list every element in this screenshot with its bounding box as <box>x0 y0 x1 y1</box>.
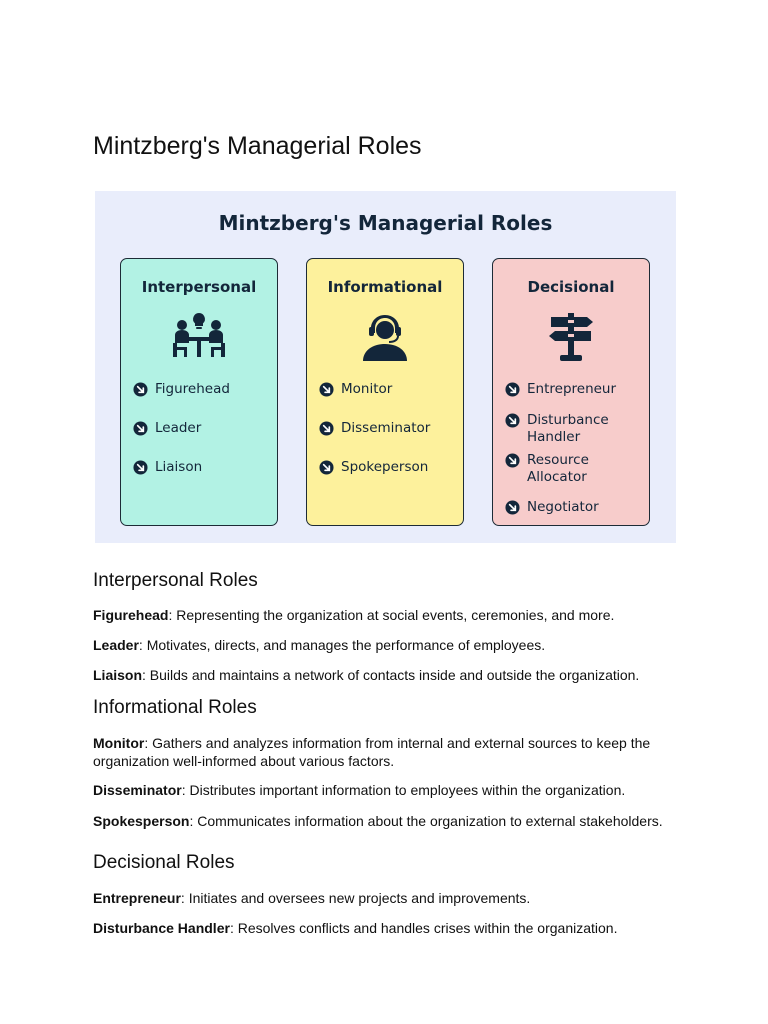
headset-person-icon <box>357 311 413 363</box>
arrow-bullet-icon <box>133 460 148 475</box>
definition-term: Leader <box>93 637 139 653</box>
arrow-bullet-icon <box>133 382 148 397</box>
infographic <box>95 191 676 543</box>
card-decisional <box>492 258 650 526</box>
definition-paragraph <box>93 919 683 937</box>
role-item <box>133 420 271 437</box>
arrow-bullet-icon <box>319 421 334 436</box>
arrow-bullet-icon <box>133 421 148 436</box>
arrow-bullet-icon <box>319 382 334 397</box>
role-label: Entrepreneur <box>527 381 617 397</box>
definition-paragraph <box>93 889 683 907</box>
role-label: Spokeperson <box>341 459 429 475</box>
role-label: Leader <box>155 420 202 436</box>
arrow-bullet-icon <box>505 453 520 468</box>
definition-term: Figurehead <box>93 607 169 623</box>
card-informational <box>306 258 464 526</box>
card-interpersonal <box>120 258 278 526</box>
definition-paragraph <box>93 666 683 684</box>
definition-paragraph <box>93 781 683 799</box>
section-heading-interpersonal: Interpersonal Roles <box>93 570 258 591</box>
role-label: Monitor <box>341 381 393 397</box>
definition-paragraph <box>93 734 683 770</box>
card-title: Decisional <box>527 278 615 296</box>
role-label: Disseminator <box>341 420 431 436</box>
section-heading-decisional: Decisional Roles <box>93 852 235 873</box>
definition-term: Spokesperson <box>93 813 190 829</box>
role-item <box>319 459 457 476</box>
section-heading-informational: Informational Roles <box>93 697 257 718</box>
definition-text: : Builds and maintains a network of contacts inside and outside the organization. <box>142 667 640 683</box>
role-item <box>505 412 619 446</box>
page-title: Mintzberg's Managerial Roles <box>93 132 422 160</box>
infographic-title: Mintzberg's Managerial Roles <box>218 211 553 235</box>
role-item <box>133 459 271 476</box>
definition-text: : Initiates and oversees new projects and improvements. <box>180 890 531 906</box>
definition-text: : Distributes important information to employees within the organization. <box>181 782 626 798</box>
definition-paragraph <box>93 636 683 654</box>
role-item <box>505 381 643 398</box>
definition-term: Entrepreneur <box>93 890 181 906</box>
definition-text: : Gathers and analyzes information from internal and external sources to keep the organization well-informed about various factors. <box>93 735 651 769</box>
signpost-icon <box>543 311 599 363</box>
role-label: Liaison <box>155 459 203 475</box>
role-label: Negotiator <box>527 499 599 515</box>
definition-term: Monitor <box>93 735 145 751</box>
definition-text: : Representing the organization at social events, ceremonies, and more. <box>168 607 615 623</box>
definition-term: Disseminator <box>93 782 182 798</box>
definition-text: : Communicates information about the organization to external stakeholders. <box>189 813 663 829</box>
role-label: Resource Allocator <box>527 452 589 485</box>
definition-text: : Motivates, directs, and manages the performance of employees. <box>138 637 546 653</box>
definition-term: Disturbance Handler <box>93 920 230 936</box>
arrow-bullet-icon <box>319 460 334 475</box>
card-title: Informational <box>327 278 443 296</box>
card-title: Interpersonal <box>141 278 257 296</box>
role-item <box>133 381 271 398</box>
arrow-bullet-icon <box>505 382 520 397</box>
definition-paragraph <box>93 812 683 830</box>
definition-term: Liaison <box>93 667 143 683</box>
role-item <box>505 499 643 516</box>
meeting-icon <box>169 311 229 361</box>
role-label: Figurehead <box>155 381 230 397</box>
definition-paragraph <box>93 606 683 624</box>
role-item <box>319 420 457 437</box>
arrow-bullet-icon <box>505 413 520 428</box>
definition-text: : Resolves conflicts and handles crises within the organization. <box>229 920 618 936</box>
role-label: Disturbance Handler <box>527 412 609 445</box>
arrow-bullet-icon <box>505 500 520 515</box>
role-item <box>505 452 619 486</box>
role-item <box>319 381 457 398</box>
